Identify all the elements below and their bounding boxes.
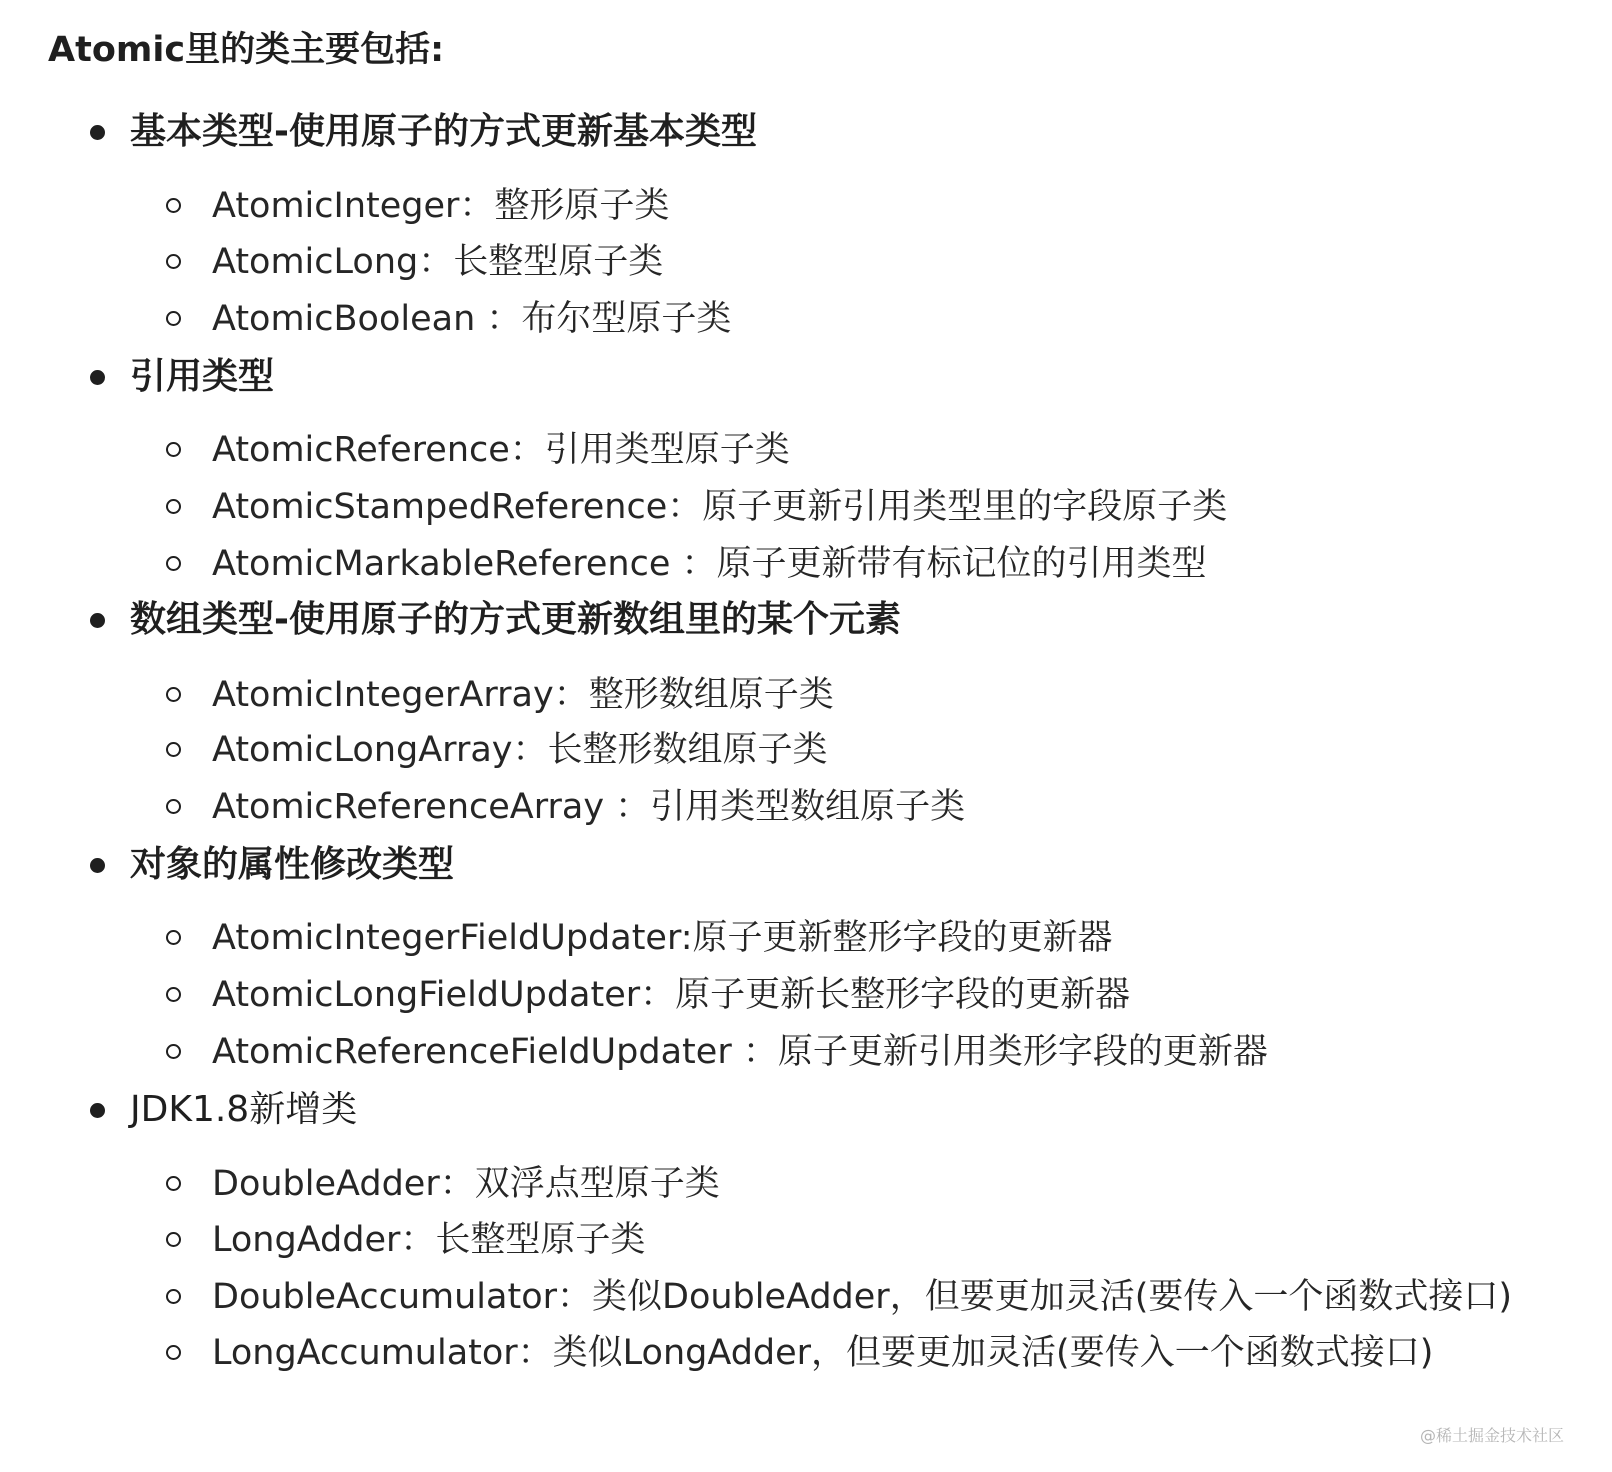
bullet-disc-icon (90, 858, 105, 873)
item-label: AtomicBoolean ：布尔型原子类 (212, 299, 732, 339)
item-label: LongAccumulator：类似LongAdder，但要更加灵活(要传入一个函数式接口) (212, 1333, 1434, 1373)
bullet-circle-icon (166, 687, 181, 702)
bullet-circle-icon (166, 442, 181, 457)
bullet-circle-icon (166, 930, 181, 945)
item-label: DoubleAdder：双浮点型原子类 (212, 1164, 720, 1204)
item-label: AtomicReference：引用类型原子类 (212, 430, 790, 470)
bullet-circle-icon (166, 1044, 181, 1059)
item-label: AtomicMarkableReference ：原子更新带有标记位的引用类型 (212, 544, 1207, 584)
bullet-disc-icon (90, 370, 105, 385)
item-label: LongAdder：长整型原子类 (212, 1220, 646, 1260)
group-label: 基本类型-使用原子的方式更新基本类型 (130, 111, 757, 152)
bullet-circle-icon (166, 499, 181, 514)
group-label: JDK1.8新增类 (130, 1089, 358, 1130)
bullet-circle-icon (166, 1289, 181, 1304)
bullet-circle-icon (166, 799, 181, 814)
bullet-circle-icon (166, 987, 181, 1002)
item-label: AtomicIntegerFieldUpdater:原子更新整形字段的更新器 (212, 918, 1113, 958)
bullet-circle-icon (166, 556, 181, 571)
bullet-disc-icon (90, 613, 105, 628)
group-label: 数组类型-使用原子的方式更新数组里的某个元素 (130, 599, 901, 640)
item-label: AtomicReferenceArray ：引用类型数组原子类 (212, 787, 966, 827)
item-label: DoubleAccumulator：类似DoubleAdder，但要更加灵活(要传入一个函数式接口) (212, 1277, 1513, 1317)
item-label: AtomicLongFieldUpdater：原子更新长整形字段的更新器 (212, 975, 1131, 1015)
bullet-disc-icon (90, 125, 105, 140)
group-label: 对象的属性修改类型 (130, 844, 455, 885)
item-label: AtomicReferenceFieldUpdater ：原子更新引用类形字段的更新器 (212, 1032, 1268, 1072)
bullet-circle-icon (166, 254, 181, 269)
item-label: AtomicInteger：整形原子类 (212, 186, 670, 226)
item-label: AtomicIntegerArray：整形数组原子类 (212, 675, 834, 715)
item-label: AtomicLong：长整型原子类 (212, 242, 664, 282)
bullet-circle-icon (166, 742, 181, 757)
bullet-circle-icon (166, 1232, 181, 1247)
group-label: 引用类型 (130, 356, 275, 397)
item-label: AtomicLongArray：长整形数组原子类 (212, 730, 828, 770)
bullet-circle-icon (166, 1176, 181, 1191)
watermark: @稀土掘金技术社区 (1419, 1426, 1564, 1445)
item-label: AtomicStampedReference：原子更新引用类型里的字段原子类 (212, 487, 1228, 527)
bullet-circle-icon (166, 198, 181, 213)
bullet-circle-icon (166, 1345, 181, 1360)
page-heading: Atomic里的类主要包括: (48, 30, 445, 70)
bullet-disc-icon (90, 1103, 105, 1118)
bullet-circle-icon (166, 311, 181, 326)
